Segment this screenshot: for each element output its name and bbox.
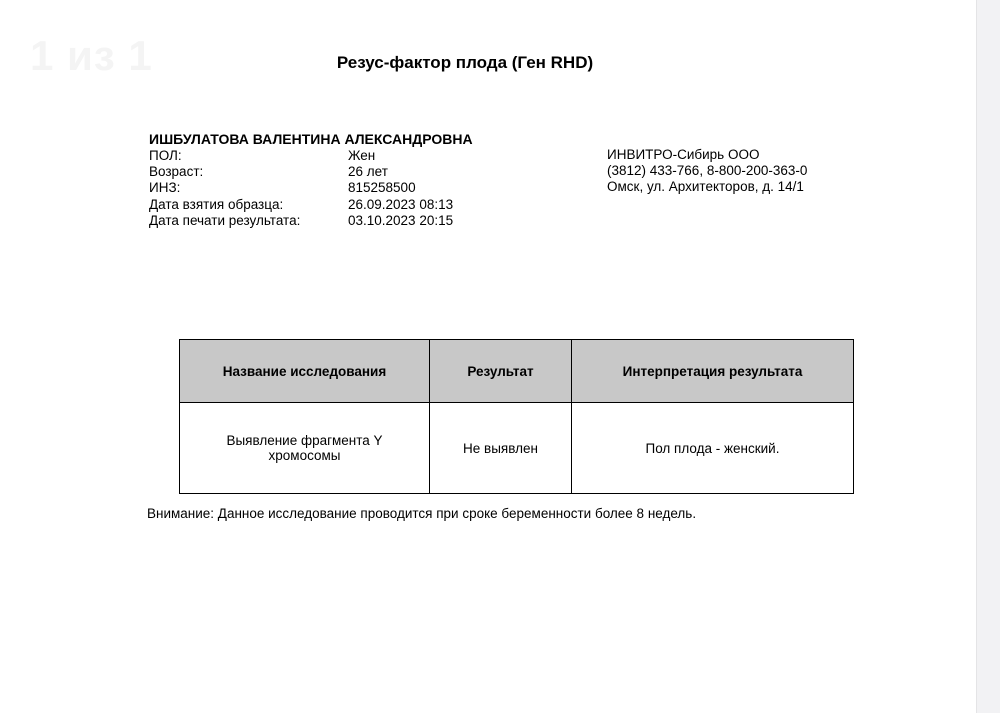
column-header-result: Результат (430, 340, 572, 403)
info-row-print-date (149, 213, 453, 229)
table-row (180, 403, 854, 494)
info-label: ИНЗ: (149, 180, 181, 196)
lab-name: ИНВИТРО-Сибирь ООО (607, 147, 760, 162)
info-row-sex (149, 148, 453, 164)
page-counter: 1 из 1 (30, 32, 153, 79)
info-row-age (149, 164, 453, 180)
results-table (179, 339, 854, 494)
info-label: ПОЛ: (149, 148, 182, 163)
lab-info (607, 147, 807, 196)
info-row-inz (149, 180, 453, 196)
info-value: 26.09.2023 08:13 (348, 196, 454, 212)
page-title: Резус-фактор плода (Ген RHD) (336, 53, 594, 72)
cell-result: Не выявлен (430, 403, 572, 494)
info-value: 03.10.2023 20:15 (348, 212, 454, 228)
info-row-sample-date (149, 197, 453, 213)
column-header-interpretation: Интерпретация результата (572, 340, 854, 403)
info-value: Жен (348, 148, 376, 163)
column-header-test: Название исследования (180, 340, 430, 403)
info-value: 815258500 (348, 180, 416, 196)
lab-address: Омск, ул. Архитекторов, д. 14/1 (607, 179, 804, 195)
patient-info (149, 148, 453, 229)
info-label: Возраст: (149, 164, 204, 180)
lab-phones: (3812) 433-766, 8-800-200-363-0 (607, 163, 808, 179)
cell-interpretation: Пол плода - женский. (572, 403, 854, 494)
info-label: Дата взятия образца: (149, 196, 284, 212)
viewer-edge (976, 0, 1000, 713)
cell-test-name: Выявление фрагмента Y хромосомы (180, 403, 430, 494)
table-header-row (180, 340, 854, 403)
info-value: 26 лет (348, 164, 388, 180)
patient-name: ИШБУЛАТОВА ВАЛЕНТИНА АЛЕКСАНДРОВНА (149, 131, 473, 147)
info-label: Дата печати результата: (149, 212, 301, 228)
attention-note: Внимание: Данное исследование проводится при сроке беременности более 8 недель. (147, 506, 697, 521)
